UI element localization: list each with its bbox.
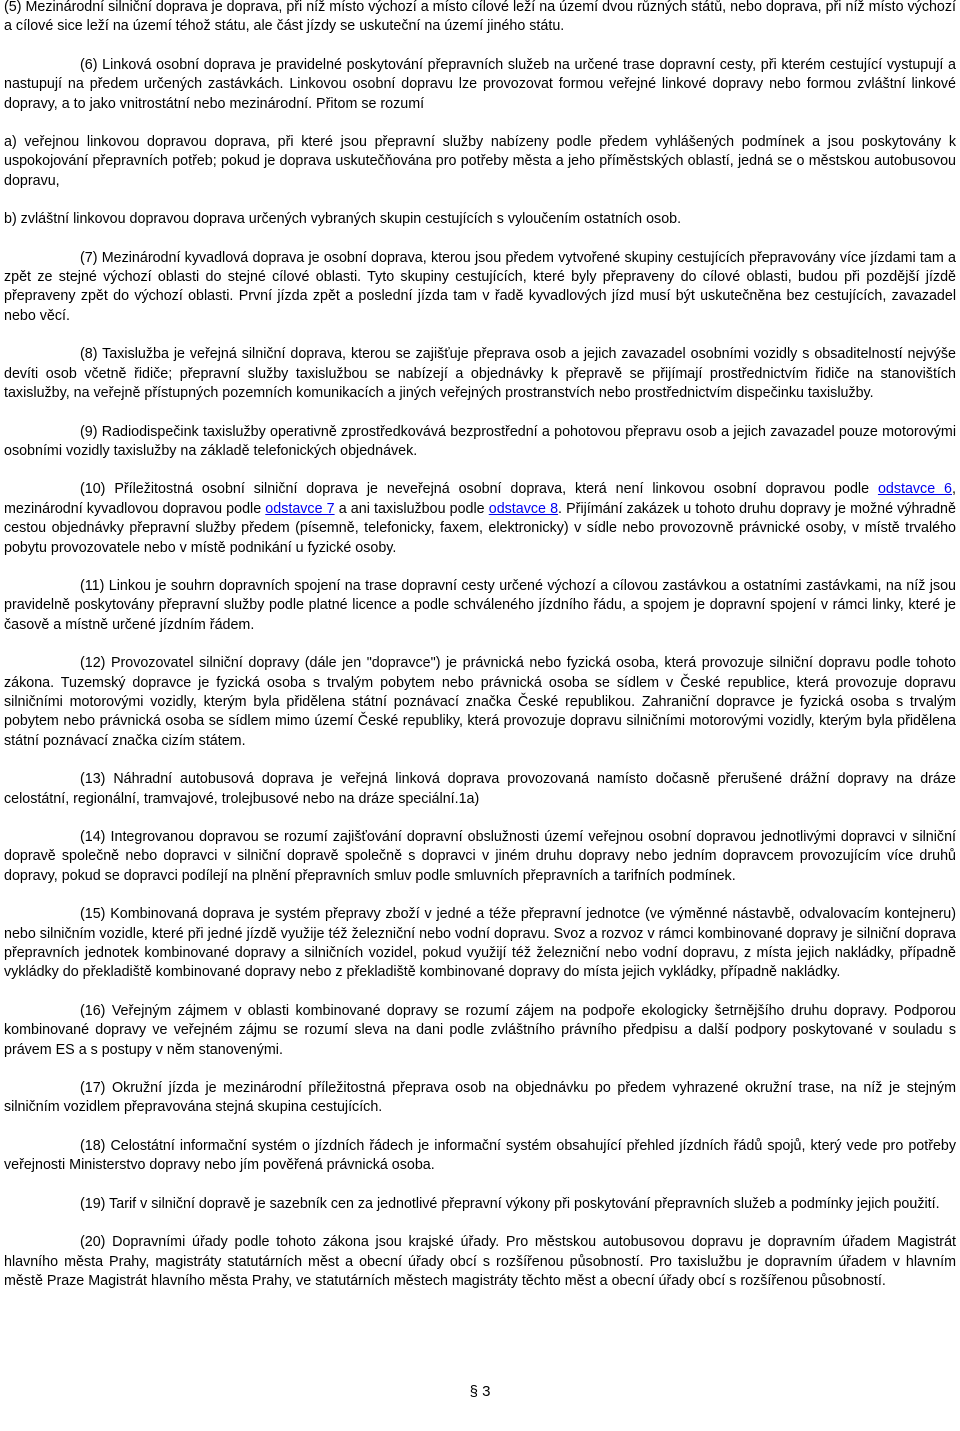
paragraph-11: (11) Linkou je souhrn dopravních spojení na trase dopravní cesty určené výchozí a cílovou zastávkou a ostatními zastávkami, na níž jsou pravidelně poskytovány přepravní služby podle platné licence a podle schváleného jízdního řádu, a spojem je dopravní spojení v rámci linky, které je časově a místně určené jízdním řádem. [4, 577, 956, 633]
paragraph-8: (8) Taxislužba je veřejná silniční doprava, kterou se zajišťuje přeprava osob a jejich zavazadel osobními vozidly s obsaditelností nejvýše devíti osob včetně řidiče; přepravní služby taxislužbou se nabízejí a objednávky k přepravě se přijímají prostřednictvím řidiče na stanovištích taxislužby, na veřejně přístupných pozemních komunikacích a jiných veřejných prostranstvích nebo prostřednictvím dispečinku taxislužby. [4, 346, 956, 402]
section-heading: § 3 [469, 1383, 491, 1400]
paragraph-18: (18) Celostátní informační systém o jízdních řádech je informační systém obsahující přehled jízdních řádů spojů, který vede pro potřeby veřejnosti Ministerstvo dopravy nebo jím pověřená právnická osoba. [4, 1137, 956, 1174]
paragraph-16: (16) Veřejným zájmem v oblasti kombinované dopravy se rozumí zájem na podpoře ekologicky šetrnějšího druhu dopravy. Podporou kombinované dopravy ve veřejném zájmu se rozumí sleva na dani podle zvláštního právního předpisu a další podpory poskytované v souladu s právem ES a s postupy v něm stanovenými. [4, 1002, 956, 1058]
paragraph-13: (13) Náhradní autobusová doprava je veřejná linková doprava provozovaná namísto dočasně přerušené drážní dopravy na dráze celostátní, regionální, tramvajové, trolejbusové nebo na dráze speciální.1a) [4, 771, 956, 807]
paragraph-10-text-d: . Přijímání zakázek u tohoto druhu dopravy je možné výhradně cestou objednávky přepravní služby předem (písemně, telefonicky, faxem, elektronicky) v sídle nebo provozovně právnické osoby, v místě trvalého pobytu provozovatele nebo v místě podnikání u fyzické osoby. [4, 500, 956, 556]
paragraph-17: (17) Okružní jízda je mezinárodní příležitostná přeprava osob na objednávku po předem vyhrazené okružní trase, na níž je stejným silničním vozidlem přepravována stejná skupina cestujících. [4, 1080, 956, 1116]
paragraph-12: (12) Provozovatel silniční dopravy (dále jen "dopravce") je právnická nebo fyzická osoba, která provozuje silniční dopravu podle tohoto zákona. Tuzemský dopravce je fyzická osoba s trvalým pobytem nebo právnická osoba se sídlem v České republice, která provozuje dopravu silničními motorovými vozidly, kterým byla přidělena státní poznávací značka České republikou. Zahraniční dopravce je fyzická osoba s trvalým pobytem nebo právnická osoba se sídlem mimo území České republiky, která provozuje dopravu silničními motorovými vozidly, kterým byla přidělena státní poznávací značka cizím státem. [4, 655, 956, 749]
paragraph-6a: a) veřejnou linkovou dopravou doprava, při které jsou přepravní služby nabízeny podle předem vyhlášených podmínek a jsou poskytovány k uspokojování přepravních potřeb; pokud je doprava uskutečňována pro potřeby města a jeho příměstských oblastí, jedná se o městskou autobusovou dopravu, [4, 134, 956, 189]
paragraph-10 [4, 480, 956, 558]
paragraph-15: (15) Kombinovaná doprava je systém přepravy zboží v jedné a téže přepravní jednotce (ve výměnné nástavbě, odvalovacím kontejneru) nebo silničním vozidle, které při jedné jízdě využije též železniční nebo vodní dopravu. Svoz a rozvoz v rámci kombinované dopravy je silniční doprava přepravních jednotek kombinované dopravy a silničních vozidel, pokud využijí též železniční nebo vodní dopravu, z místa jejich nakládky, případně vykládky do překladiště kombinované dopravy nebo z překladiště kombinované dopravy do místa jejich vykládky, případně nakládky. [4, 906, 956, 981]
paragraph-10-text-a: (10) Příležitostná osobní silniční doprava je neveřejná osobní doprava, která není linkovou osobní dopravou podle [80, 481, 878, 498]
link-odstavce-8[interactable]: odstavce 8 [488, 500, 559, 517]
paragraph-6: (6) Linková osobní doprava je pravidelné poskytování přepravních služeb na určené trase dopravní cesty, při kterém cestující vystupují a nastupují na předem určených zastávkách. Linkovou osobní dopravu lze provozovat formou veřejné linkové dopravy nebo formou zvláštní linkové dopravy, a to jako vnitrostátní nebo mezinárodní. Přitom se rozumí [4, 56, 956, 112]
link-odstavce-6[interactable]: odstavce 6 [877, 481, 953, 498]
paragraph-9: (9) Radiodispečink taxislužby operativně zprostředkovává bezprostřední a pohotovou přepravu osob a jejich zavazadel pouze motorovými osobními vozidly taxislužby na základě telefonických objednávek. [4, 423, 956, 459]
paragraph-6b: b) zvláštní linkovou dopravou doprava určených vybraných skupin cestujících s vyloučením ostatních osob. [4, 211, 682, 228]
paragraph-14: (14) Integrovanou dopravou se rozumí zajišťování dopravní obslužnosti území veřejnou osobní dopravou jednotlivými dopravci v silniční dopravě společně nebo dopravci v silniční dopravě společně s dopravci v jiném druhu dopravy nebo jedním dopravcem provozujícím více druhů dopravy, pokud se dopravci podílejí na plnění přepravních smluv podle smluvních přepravních a tarifních podmínek. [4, 829, 956, 884]
paragraph-5: (5) Mezinárodní silniční doprava je doprava, při níž místo výchozí a místo cílové leží na území dvou různých států, nebo doprava, při níž místo výchozí a cílové sice leží na území téhož státu, ale část jízdy se uskuteční na území jiného státu. [4, 0, 956, 35]
document-page [4, 0, 956, 1310]
paragraph-20: (20) Dopravními úřady podle tohoto zákona jsou krajské úřady. Pro městskou autobusovou dopravu je dopravním úřadem Magistrát hlavního města Prahy, magistráty statutárních měst a obecní úřady obcí s rozšířenou působností. Pro taxislužbu je dopravním úřadem v hlavním městě Praze Magistrát hlavního města Prahy, ve statutárních městech magistráty těchto měst a obecní úřady obcí s rozšířenou působností. [4, 1234, 956, 1289]
paragraph-7: (7) Mezinárodní kyvadlová doprava je osobní doprava, kterou jsou předem vytvořené skupiny cestujících přepravovány více jízdami tam a zpět ze stejné výchozí oblasti do stejné cílové oblasti. Tyto skupiny cestujících, které byly přepraveny do cílové oblasti, budou při pozdější jízdě přepraveny zpět do výchozí oblasti. První jízda zpět a poslední jízda tam v řadě kyvadlových jízd musí být uskutečněna bez cestujících, zavazadel nebo věcí. [4, 249, 956, 324]
paragraph-10-text-c: a ani taxislužbou podle [334, 500, 489, 517]
paragraph-19: (19) Tarif v silniční dopravě je sazebník cen za jednotlivé přepravní výkony při poskytování přepravních služeb a podmínky jejich použití. [80, 1195, 940, 1212]
paragraph-10-text-b: , mezinárodní kyvadlovou dopravou podle [4, 481, 956, 517]
link-odstavce-7[interactable]: odstavce 7 [265, 500, 335, 517]
